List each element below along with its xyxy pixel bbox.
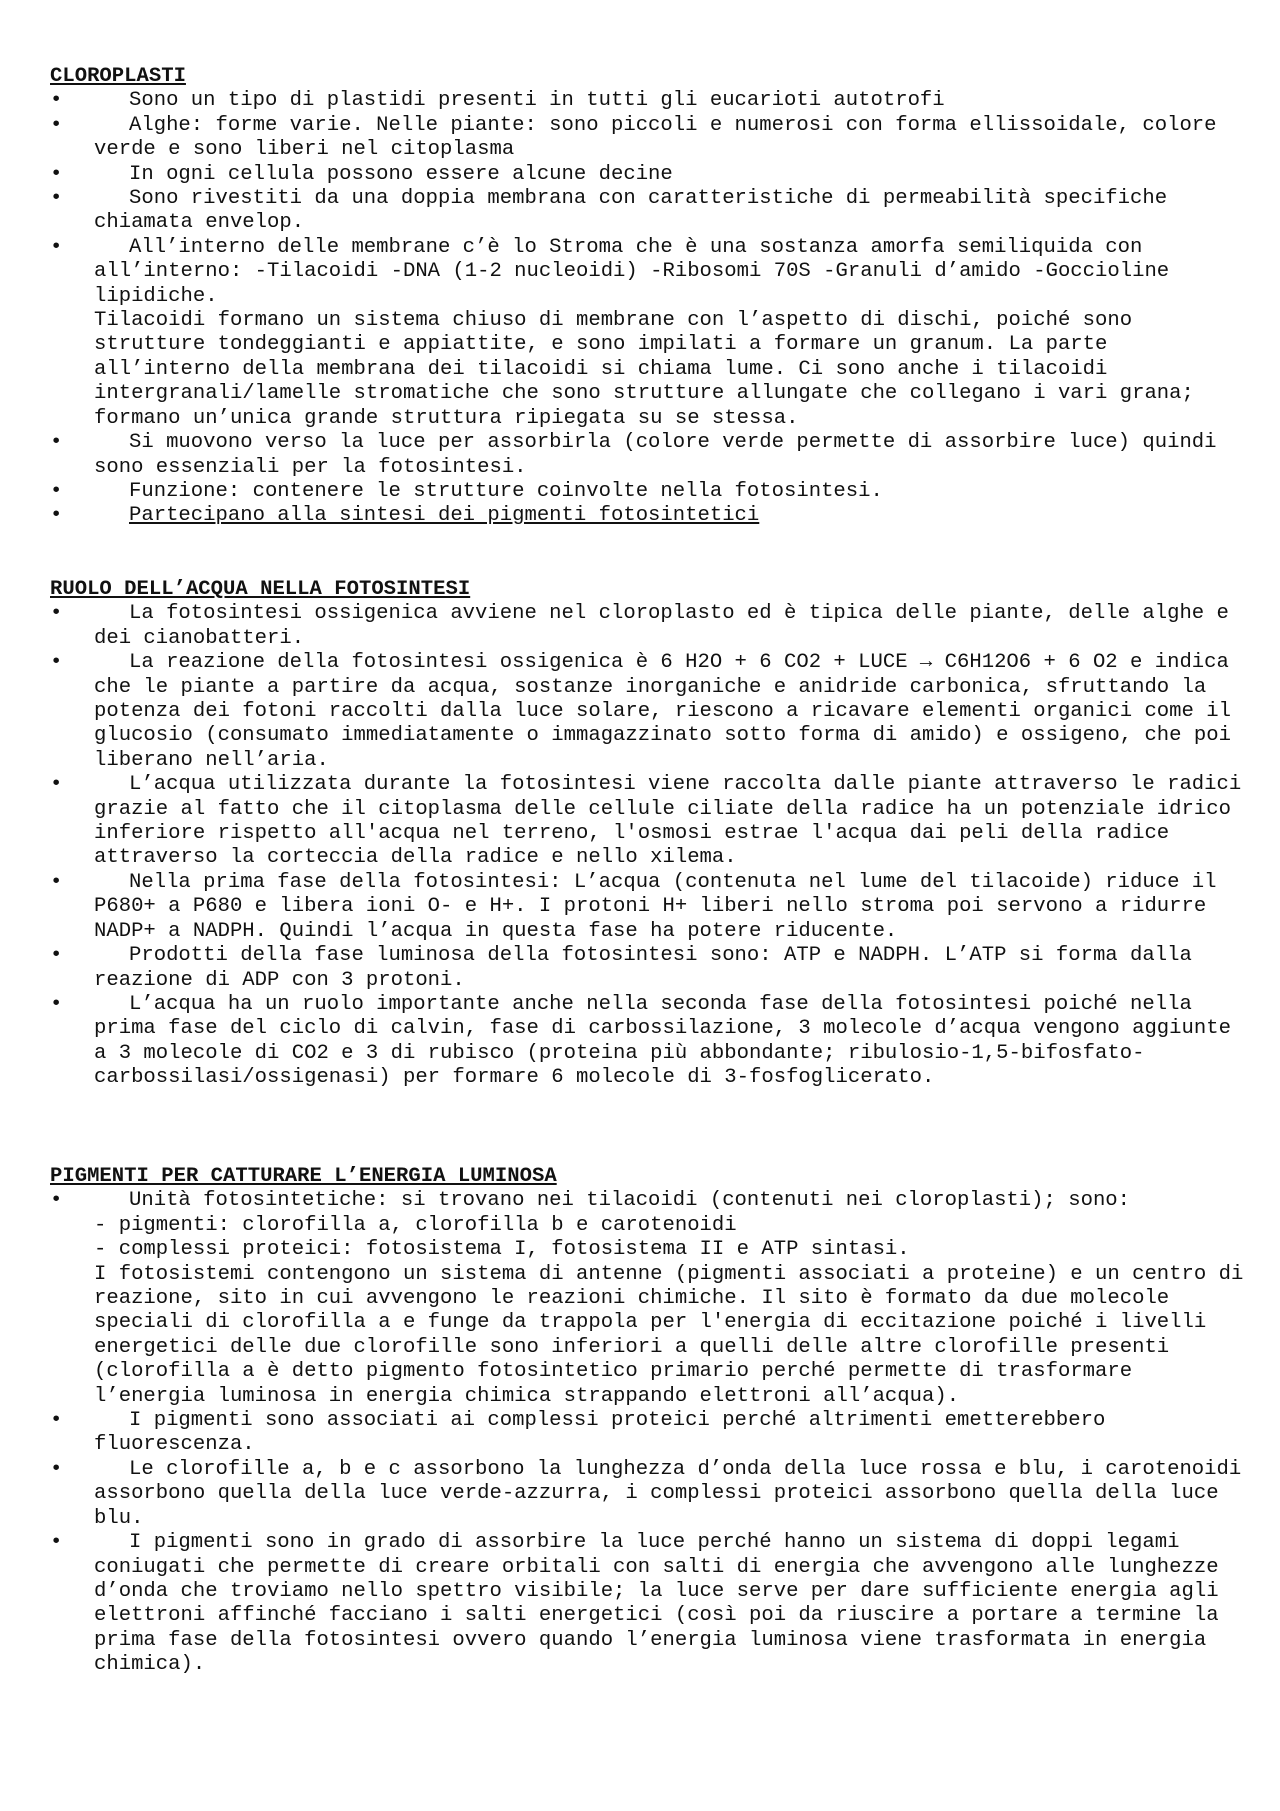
bullet-text: Sono rivestiti da una doppia membrana con caratteristiche di permeabilità specifiche chiamata envelop. <box>94 187 1168 235</box>
section-pigmenti <box>50 1165 1250 1678</box>
bullet-item <box>50 993 1250 1091</box>
bullet-icon: • <box>50 1457 63 1481</box>
bullet-text: I pigmenti sono in grado di assorbire la luce perché hanno un sistema di doppi legami coniugati che permette di creare orbitali con salti di energia che avvengono alle lunghezze d’onda che troviamo nello spettro visibile; la luce serve per dare sufficiente energia agli elettroni affinché facciano i salti energetici (così poi da riuscire a portare a termine la prima fase della fotosintesi ovvero quando l’energia luminosa viene trasformata in energia chimica). <box>94 1531 1219 1677</box>
bullet-item <box>50 1531 1250 1677</box>
bullet-icon: • <box>50 89 63 113</box>
bullet-icon: • <box>50 773 63 797</box>
bullet-icon: • <box>50 944 63 968</box>
section-heading: CLOROPLASTI <box>50 65 186 88</box>
bullet-item <box>50 431 1250 480</box>
bullet-item <box>50 651 1250 773</box>
bullet-item <box>50 1189 1250 1213</box>
bullet-icon: • <box>50 504 63 528</box>
bullet-icon: • <box>50 1189 63 1213</box>
bullet-item <box>50 944 1250 993</box>
paragraph-tilacoidi: Tilacoidi formano un sistema chiuso di membrane con l’aspetto di dischi, poiché sono strutture tondeggianti e appiattite, e sono impilati a formare un granum. La parte all’interno della membrana dei tilacoidi si chiama lume. Ci sono anche i tilacoidi intergranali/lamelle stromatiche che sono strutture allungate che collegano i vari grana; formano un’unica grande struttura ripiegata su se stessa. <box>94 309 1194 430</box>
paragraph-fotosistemi: I fotosistemi contengono un sistema di antenne (pigmenti associati a proteine) e un centro di reazione, sito in cui avvengono le reazioni chimiche. Il sito è formato da due molecole speciali di clorofilla a e funge da trappola per l'energia di eccitazione poiché i livelli energetici delle due clorofille sono inferiori a quelli delle altre clorofille presenti (clorofilla a è detto pigmento fotosintetico primario perché permette di trasformare l’energia luminosa in energia chimica strappando elettroni all’acqua). <box>94 1262 1244 1408</box>
bullet-text: Partecipano alla sintesi dei pigmenti fotosintetici <box>129 504 760 528</box>
bullet-text: L’acqua ha un ruolo importante anche nella seconda fase della fotosintesi poiché nella prima fase del ciclo di calvin, fase di carbossilazione, 3 molecole d’acqua vengono aggiunte a 3 molecole di CO2 e 3 di rubisco (proteina più abbondante; ribulosio-1,5-bifosfato-carbossilasi/ossigenasi) per formare 6 molecole di 3-fosfoglicerato. <box>94 992 1231 1090</box>
sub-item: - complessi proteici: fotosistema I, fotosistema II e ATP sintasi. <box>94 1238 910 1262</box>
section-heading: PIGMENTI PER CATTURARE L’ENERGIA LUMINOSA <box>50 1165 557 1188</box>
bullet-text: Si muovono verso la luce per assorbirla (colore verde permette di assorbire luce) quindi sono essenziali per la fotosintesi. <box>94 431 1217 479</box>
bullet-item <box>50 480 1250 504</box>
bullet-text: I pigmenti sono associati ai complessi proteici perché altrimenti emetterebbero fluorescenza. <box>94 1409 1106 1457</box>
bullet-item <box>50 187 1250 236</box>
bullet-icon: • <box>50 187 63 211</box>
bullet-item <box>50 773 1250 871</box>
bullet-item <box>50 114 1250 163</box>
bullet-item <box>50 89 1250 113</box>
bullet-item <box>50 504 1250 528</box>
bullet-text: Alghe: forme varie. Nelle piante: sono piccoli e numerosi con forma ellissoidale, colore verde e sono liberi nel citoplasma <box>94 113 1217 162</box>
bullet-item <box>50 871 1250 944</box>
bullet-icon: • <box>50 992 63 1016</box>
bullet-text: All’interno delle membrane c’è lo Stroma che è una sostanza amorfa semiliquida con all’interno: -Tilacoidi -DNA (1-2 nucleoidi) -Ribosomi 70S -Granuli d’amido -Goccioline lipidiche. <box>94 235 1170 308</box>
bullet-icon: • <box>50 162 63 186</box>
section-cloroplasti <box>50 65 1250 529</box>
bullet-item <box>50 1409 1250 1458</box>
sub-item: - pigmenti: clorofilla a, clorofilla b e carotenoidi <box>94 1213 737 1237</box>
bullet-icon: • <box>50 479 63 503</box>
bullet-text: Unità fotosintetiche: si trovano nei tilacoidi (contenuti nei cloroplasti); sono: <box>129 1189 1131 1213</box>
section-heading: RUOLO DELL’ACQUA NELLA FOTOSINTESI <box>50 578 471 601</box>
bullet-icon: • <box>50 602 63 626</box>
bullet-text: La fotosintesi ossigenica avviene nel cloroplasto ed è tipica delle piante, delle alghe e dei cianobatteri. <box>94 602 1229 650</box>
bullet-text: Funzione: contenere le strutture coinvolte nella fotosintesi. <box>129 479 883 503</box>
bullet-item <box>50 163 1250 187</box>
bullet-icon: • <box>50 1409 63 1433</box>
bullet-text: L’acqua utilizzata durante la fotosintesi viene raccolta dalle piante attraverso le radici grazie al fatto che il citoplasma delle cellule ciliate della radice ha un potenziale idrico inferiore rispetto all'acqua nel terreno, l'osmosi estrae l'acqua dai peli della radice attraverso la corteccia della radice e nello xilema. <box>94 773 1242 870</box>
bullet-item <box>50 602 1250 651</box>
bullet-icon: • <box>50 870 63 894</box>
bullet-text: Nella prima fase della fotosintesi: L’acqua (contenuta nel lume del tilacoide) riduce il P680+ a P680 e libera ioni O- e H+. I protoni H+ liberi nello stroma poi servono a ridurre NADP+ a NADPH. Quindi l’acqua in questa fase ha potere riducente. <box>94 870 1217 943</box>
bullet-text: La reazione della fotosintesi ossigenica è 6 H2O + 6 CO2 + LUCE → C6H12O6 + 6 O2 e indica che le piante a partire da acqua, sostanze inorganiche e anidride carbonica, sfruttando la potenza dei fotoni raccolti dalla luce solare, riescono a ricavare elementi organici come il glucosio (consumato immediatamente o immagazzinato sotto forma di amido) e ossigeno, che poi liberano nell’aria. <box>94 651 1231 772</box>
bullet-icon: • <box>50 235 63 259</box>
bullet-text: Prodotti della fase luminosa della fotosintesi sono: ATP e NADPH. L’ATP si forma dalla reazione di ADP con 3 protoni. <box>94 944 1192 992</box>
bullet-item <box>50 1458 1250 1531</box>
bullet-text: Le clorofille a, b e c assorbono la lunghezza d’onda della luce rossa e blu, i carotenoidi assorbono quella della luce verde-azzurra, i complessi proteici assorbono quella della luce blu. <box>94 1457 1242 1530</box>
bullet-icon: • <box>50 431 63 455</box>
bullet-text: Sono un tipo di plastidi presenti in tutti gli eucarioti autotrofi <box>129 89 945 113</box>
bullet-icon: • <box>50 113 63 137</box>
bullet-item <box>50 236 1250 309</box>
bullet-text: In ogni cellula possono essere alcune decine <box>129 162 673 186</box>
bullet-icon: • <box>50 651 63 675</box>
section-acqua <box>50 578 1250 1091</box>
bullet-icon: • <box>50 1531 63 1555</box>
